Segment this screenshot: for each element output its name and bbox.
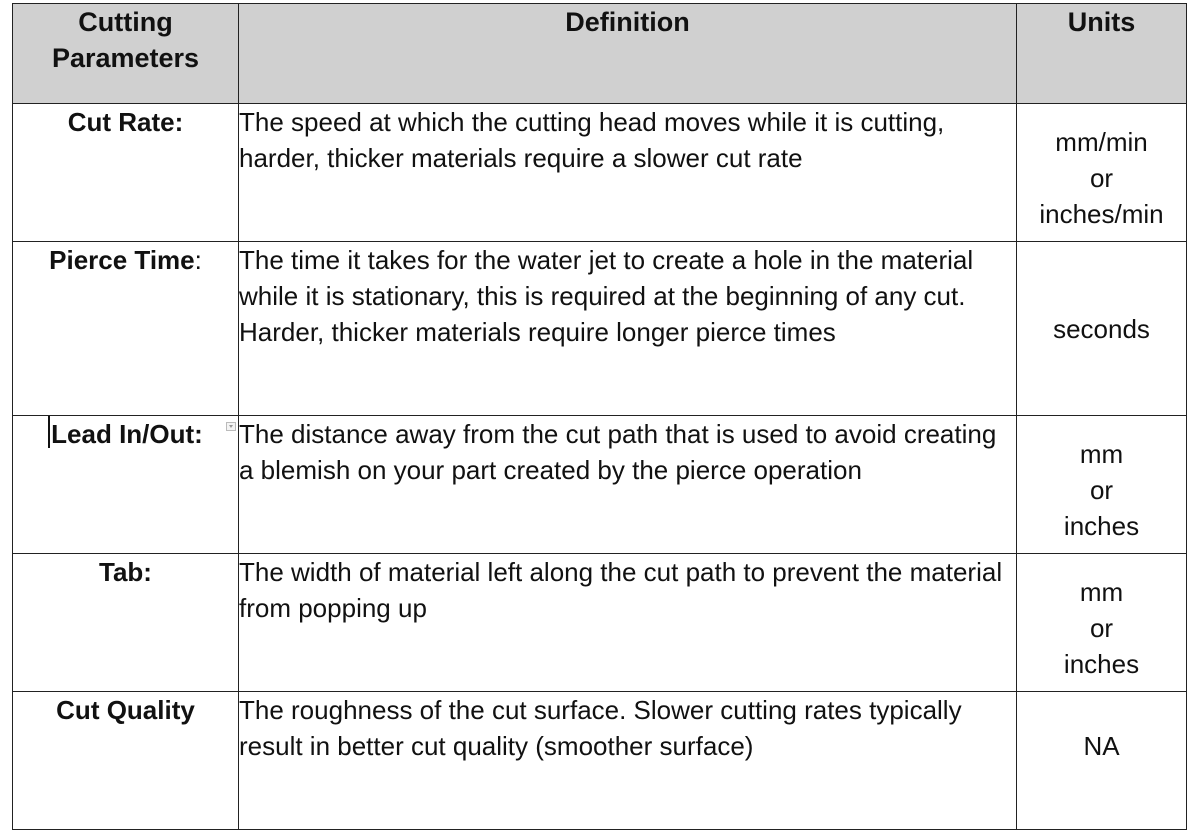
param-label: Pierce Time xyxy=(49,245,195,275)
units-cell xyxy=(1017,242,1187,416)
units-cell xyxy=(1017,692,1187,830)
param-cut-rate: Cut Rate: xyxy=(13,104,239,242)
param-colon: : xyxy=(194,245,202,275)
header-units: Units xyxy=(1017,4,1187,104)
definition-cell: The distance away from the cut path that is used to avoid creating a blemish on your part created by the pierce operation xyxy=(239,416,1017,554)
table-row xyxy=(13,692,1187,830)
header-row xyxy=(13,4,1187,104)
unit-line: mm xyxy=(1079,577,1124,607)
table-row xyxy=(13,554,1187,692)
unit-line: or xyxy=(1089,475,1114,505)
param-cut-quality: Cut Quality xyxy=(13,692,239,830)
table-row xyxy=(13,416,1187,554)
param-tab: Tab: xyxy=(13,554,239,692)
unit-line: seconds xyxy=(1053,313,1150,344)
header-definition: Definition xyxy=(239,4,1017,104)
unit-line: or xyxy=(1089,163,1114,193)
table-row xyxy=(13,104,1187,242)
table-header xyxy=(13,4,1187,104)
header-parameter-line2: Parameters xyxy=(51,43,200,73)
param-pierce-time xyxy=(13,242,239,416)
param-label: Lead In/Out: xyxy=(51,419,203,449)
cutting-parameters-table xyxy=(12,3,1187,830)
unit-line: inches xyxy=(1063,511,1140,541)
unit-line: mm/min xyxy=(1055,127,1148,157)
definition-cell: The speed at which the cutting head moves while it is cutting, harder, thicker materials require a slower cut rate xyxy=(239,104,1017,242)
unit-line: or xyxy=(1089,613,1114,643)
header-parameter xyxy=(13,4,239,104)
unit-line: inches/min xyxy=(1039,199,1164,229)
definition-cell: The roughness of the cut surface. Slower cutting rates typically result in better cut quality (smoother surface) xyxy=(239,692,1017,830)
definition-cell: The width of material left along the cut path to prevent the material from popping up xyxy=(239,554,1017,692)
param-lead-in-out[interactable] xyxy=(13,416,239,554)
table-row xyxy=(13,242,1187,416)
text-cursor xyxy=(48,416,50,448)
units-cell xyxy=(1017,554,1187,692)
dropdown-arrow-icon[interactable] xyxy=(226,422,236,431)
units-cell xyxy=(1017,104,1187,242)
unit-line: NA xyxy=(1083,731,1120,761)
units-cell xyxy=(1017,416,1187,554)
header-parameter-line1: Cutting xyxy=(78,7,173,37)
unit-line: inches xyxy=(1063,649,1140,679)
definition-cell: The time it takes for the water jet to create a hole in the material while it is stationary, this is required at the beginning of any cut. Harder, thicker materials require longer pierce times xyxy=(239,242,1017,416)
unit-line: mm xyxy=(1079,439,1124,469)
